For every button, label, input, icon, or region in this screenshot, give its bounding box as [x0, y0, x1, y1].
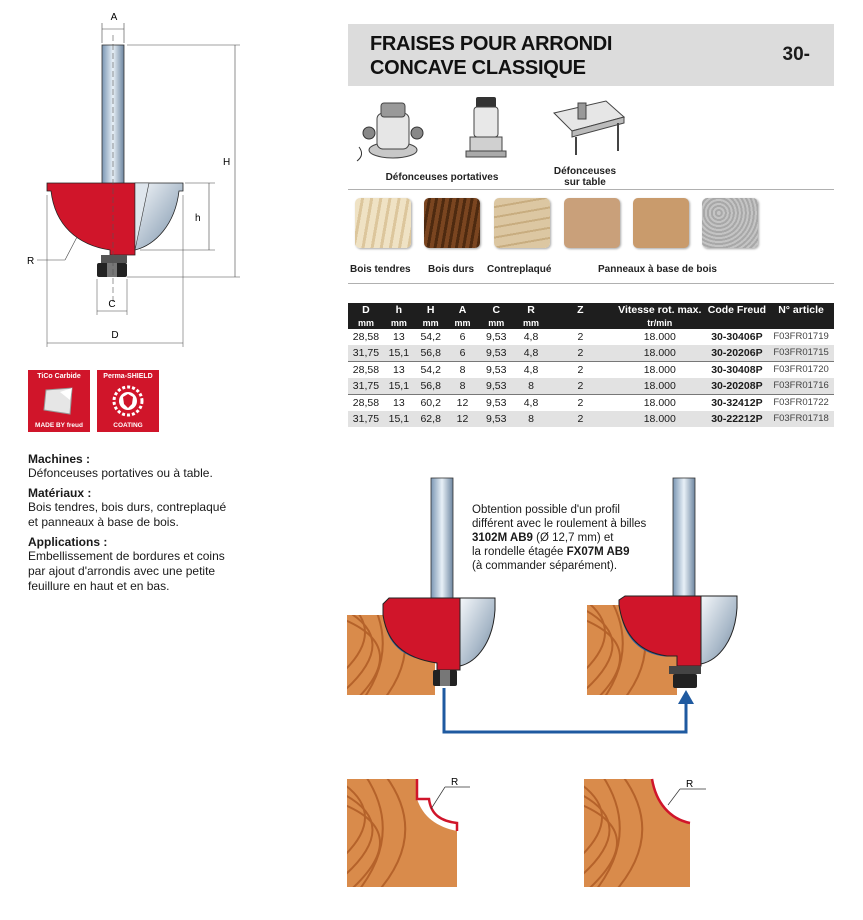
cell-z: 2: [547, 378, 614, 395]
th-d: D: [348, 303, 384, 317]
cell-h: 13: [384, 329, 414, 345]
bit-dimension-drawing: [15, 5, 255, 350]
applications-text-3: feuillure en haut et en bas.: [28, 579, 170, 593]
cell-h: 15,1: [384, 345, 414, 362]
cell-r: 4,8: [515, 329, 547, 345]
th-z: Z: [547, 303, 614, 317]
dim-label-a: A: [110, 12, 118, 23]
th-speed: Vitesse rot. max.: [614, 303, 706, 317]
cell-z: 2: [547, 362, 614, 379]
th-freud-code: Code Freud: [707, 304, 767, 316]
cell-speed: 18.000: [614, 411, 706, 427]
cell-freud-code: 30-22212P: [706, 411, 768, 427]
cell-big-h: 62,8: [414, 411, 448, 427]
cell-big-h: 56,8: [414, 378, 448, 395]
cell-big-h: 56,8: [414, 345, 448, 362]
dim-label-small-h: h: [195, 213, 201, 224]
cell-speed: 18.000: [614, 395, 706, 412]
th-article-no: N° article: [768, 303, 834, 317]
cell-a: 6: [448, 345, 478, 362]
cell-article-no: F03FR01715: [768, 345, 834, 362]
cell-c: 9,53: [477, 345, 515, 362]
th-big-h: H: [414, 303, 448, 317]
cell-freud-code: 30-20208P: [706, 378, 768, 395]
swatch-hardwood: [424, 198, 480, 248]
cell-article-no: F03FR01716: [768, 378, 834, 395]
tico-badge-subtitle: MADE BY freud: [35, 422, 83, 429]
cell-article-no: F03FR01722: [768, 395, 834, 412]
cell-article-no: F03FR01720: [768, 362, 834, 379]
caption-table-routers: [540, 166, 630, 188]
cell-z: 2: [547, 411, 614, 427]
cell-c: 9,53: [477, 329, 515, 345]
trim-router-icon: [462, 93, 512, 163]
cell-a: 8: [448, 362, 478, 379]
cell-article-no: F03FR01719: [768, 329, 834, 345]
swatch-softwood: [355, 198, 411, 248]
bearing-size: (Ø 12,7 mm) et: [532, 532, 614, 544]
cell-c: 9,53: [477, 411, 515, 427]
table-row: [348, 378, 834, 395]
cell-a: 12: [448, 411, 478, 427]
page-title-line2: CONCAVE CLASSIQUE: [370, 57, 586, 79]
page-reference: 30-: [782, 44, 810, 65]
cell-speed: 18.000: [614, 345, 706, 362]
caption-table-routers-line1: Défonceuses: [553, 166, 617, 177]
perma-badge-title: Perma-SHIELD: [103, 373, 153, 380]
shield-gear-icon: [111, 384, 145, 418]
cell-z: 2: [547, 329, 614, 345]
cell-z: 2: [547, 395, 614, 412]
profile-result-right: [582, 775, 712, 890]
washer-prefix: la rondelle étagée: [472, 546, 567, 558]
dim-label-d: D: [111, 330, 119, 341]
cell-h: 13: [384, 362, 414, 379]
unit-speed: tr/min: [614, 317, 706, 329]
cell-r: 4,8: [515, 345, 547, 362]
divider-materials: [348, 283, 834, 284]
cell-speed: 18.000: [614, 362, 706, 379]
cell-article-no: F03FR01718: [768, 411, 834, 427]
th-a: A: [448, 303, 478, 317]
cell-h: 15,1: [384, 411, 414, 427]
tico-badge-title: TiCo Carbide: [37, 373, 81, 380]
dim-label-r: R: [27, 256, 35, 267]
unit-freud-code: [706, 317, 768, 329]
bearing-code: 3102M AB9: [472, 532, 533, 544]
page-title-line1: FRAISES POUR ARRONDI: [370, 33, 613, 55]
machines-heading: Machines :: [28, 452, 91, 466]
router-table-icon: [548, 95, 628, 160]
swatch-plywood: [494, 198, 550, 248]
table-row: [348, 411, 834, 427]
unit-c: mm: [477, 317, 515, 329]
washer-code: FX07M AB9: [566, 546, 630, 558]
cell-r: 4,8: [515, 395, 547, 412]
unit-a: mm: [448, 317, 478, 329]
materials-text-1: Bois tendres, bois durs, contreplaqué: [28, 500, 227, 514]
caption-table-routers-line2: sur table: [564, 177, 606, 188]
th-c: C: [477, 303, 515, 317]
cell-freud-code: 30-32412P: [706, 395, 768, 412]
carbide-tip-icon: [42, 386, 76, 416]
cell-z: 2: [547, 345, 614, 362]
profile-result-left: [345, 775, 475, 890]
cell-r: 8: [515, 411, 547, 427]
swatch-hdf: [633, 198, 689, 248]
caption-hardwood: Bois durs: [428, 264, 475, 275]
materials-heading: Matériaux :: [28, 486, 92, 500]
bit-in-wood-illustration-right: [585, 470, 765, 700]
unit-article-no: [768, 317, 834, 329]
cell-d: 31,75: [348, 345, 384, 362]
caption-portable-routers: Défonceuses portatives: [385, 172, 499, 183]
applications-text-1: Embellissement de bordures et coins: [28, 549, 225, 563]
cell-c: 9,53: [477, 362, 515, 379]
applications-text-2: par ajout d'arrondis avec une petite: [28, 564, 216, 578]
materials-text-2: et panneaux à base de bois.: [28, 515, 179, 529]
swatch-particleboard: [702, 198, 758, 248]
cell-freud-code: 30-30406P: [706, 329, 768, 345]
cell-a: 12: [448, 395, 478, 412]
info-panel: [28, 452, 258, 594]
profile-left-r-label: R: [451, 777, 459, 788]
cell-big-h: 60,2: [414, 395, 448, 412]
table-row: [348, 362, 834, 379]
cell-h: 13: [384, 395, 414, 412]
perma-badge-subtitle: COATING: [113, 422, 143, 429]
spec-units-row: [348, 317, 834, 329]
caption-plywood: Contreplaqué: [487, 264, 552, 275]
unit-d: mm: [348, 317, 384, 329]
portable-router-icon: [355, 95, 430, 165]
tico-carbide-badge: [28, 370, 90, 432]
machines-text: Défonceuses portatives ou à table.: [28, 466, 213, 480]
perma-shield-badge: [97, 370, 159, 432]
cell-c: 9,53: [477, 395, 515, 412]
cell-d: 31,75: [348, 411, 384, 427]
cell-big-h: 54,2: [414, 329, 448, 345]
cell-r: 4,8: [515, 362, 547, 379]
applications-heading: Applications :: [28, 535, 108, 549]
dim-label-big-h: H: [223, 157, 231, 168]
unit-h: mm: [384, 317, 414, 329]
dim-label-c: C: [108, 299, 116, 310]
caption-softwood: Bois tendres: [350, 264, 411, 275]
cell-freud-code: 30-20206P: [706, 345, 768, 362]
unit-z: [547, 317, 614, 329]
note-line5: (à commander séparément).: [472, 560, 618, 572]
cell-speed: 18.000: [614, 329, 706, 345]
bit-in-wood-illustration-left: [345, 470, 525, 700]
cell-r: 8: [515, 378, 547, 395]
th-r: R: [515, 303, 547, 317]
unit-big-h: mm: [414, 317, 448, 329]
caption-wood-panels: Panneaux à base de bois: [598, 264, 717, 275]
cell-d: 28,58: [348, 395, 384, 412]
cell-d: 31,75: [348, 378, 384, 395]
cell-a: 8: [448, 378, 478, 395]
note-line2: différent avec le roulement à billes: [472, 518, 647, 530]
swatch-mdf: [564, 198, 620, 248]
cell-a: 6: [448, 329, 478, 345]
title-band: [348, 24, 834, 86]
spec-table: [348, 303, 834, 427]
cell-d: 28,58: [348, 362, 384, 379]
swap-arrow: [436, 686, 698, 738]
cell-h: 15,1: [384, 378, 414, 395]
cell-speed: 18.000: [614, 378, 706, 395]
note-line1: Obtention possible d'un profil: [472, 504, 620, 516]
table-row: [348, 395, 834, 412]
cell-c: 9,53: [477, 378, 515, 395]
cell-d: 28,58: [348, 329, 384, 345]
table-row: [348, 345, 834, 362]
divider-machines: [348, 189, 834, 190]
cell-freud-code: 30-30408P: [706, 362, 768, 379]
th-h: h: [384, 303, 414, 317]
unit-r: mm: [515, 317, 547, 329]
spec-header-row: [348, 303, 834, 317]
cell-big-h: 54,2: [414, 362, 448, 379]
profile-right-r-label: R: [686, 779, 694, 790]
table-row: [348, 329, 834, 345]
